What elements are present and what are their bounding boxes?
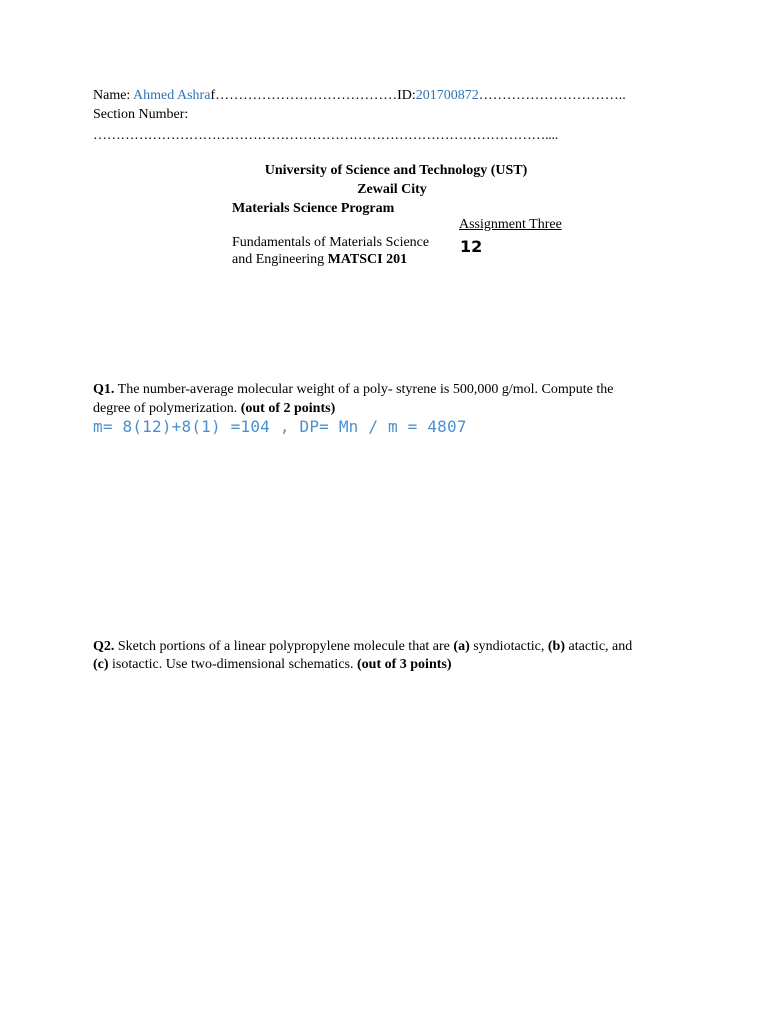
q2-label: Q2. bbox=[93, 639, 115, 654]
q2-option-c: (c) bbox=[93, 657, 109, 672]
id-value[interactable]: 201700872 bbox=[415, 88, 479, 103]
q2-text-line2: isotactic. Use two-dimensional schematics. bbox=[108, 657, 357, 672]
q1-text-line2: degree of polymerization. bbox=[93, 401, 241, 416]
q2-line1 bbox=[93, 638, 632, 656]
id-label: ID: bbox=[397, 88, 416, 103]
q2-text-b: syndiotactic, bbox=[469, 639, 548, 654]
section-number-field[interactable]: ……………………………………………………………………………………….... bbox=[93, 128, 558, 143]
section-number-label: Section Number: bbox=[93, 107, 189, 122]
name-label: Name: bbox=[93, 88, 134, 103]
course-name-line2-text: and Engineering bbox=[232, 252, 328, 267]
course-name-line2 bbox=[232, 251, 407, 269]
q1-text-line1: The number-average molecular weight of a poly- styrene is 500,000 g/mol. Compute the bbox=[114, 382, 614, 397]
q1-answer[interactable]: m= 8(12)+8(1) =104 , DP= Mn / m = 4807 bbox=[93, 417, 467, 436]
university-title: University of Science and Technology (UST) bbox=[264, 163, 528, 178]
campus-title: Zewail City bbox=[357, 182, 427, 197]
course-name-line1: Fundamentals of Materials Science bbox=[232, 235, 430, 250]
assignment-title: Assignment Three bbox=[459, 217, 562, 232]
name-value[interactable]: Ahmed Ashra bbox=[133, 88, 211, 103]
q2-option-b: (b) bbox=[547, 639, 566, 654]
grade-score: 12 bbox=[460, 237, 483, 256]
q2-text-c: atactic, and bbox=[565, 639, 633, 654]
q2-option-a: (a) bbox=[453, 639, 470, 654]
q1-label: Q1. bbox=[93, 382, 115, 397]
program-title: Materials Science Program bbox=[232, 201, 395, 216]
q1-points: (out of 2 points) bbox=[240, 401, 336, 416]
q1-line2 bbox=[93, 400, 335, 418]
q1-line1 bbox=[93, 381, 613, 399]
q2-points: (out of 3 points) bbox=[357, 657, 452, 672]
q2-text-a: Sketch portions of a linear polypropylene molecule that are bbox=[114, 639, 454, 654]
id-trail: ………………………….. bbox=[478, 88, 626, 103]
q2-line2 bbox=[93, 656, 452, 674]
course-code: MATSCI 201 bbox=[327, 252, 408, 267]
name-id-line bbox=[93, 87, 626, 105]
name-tail: f………………………………… bbox=[210, 88, 398, 103]
